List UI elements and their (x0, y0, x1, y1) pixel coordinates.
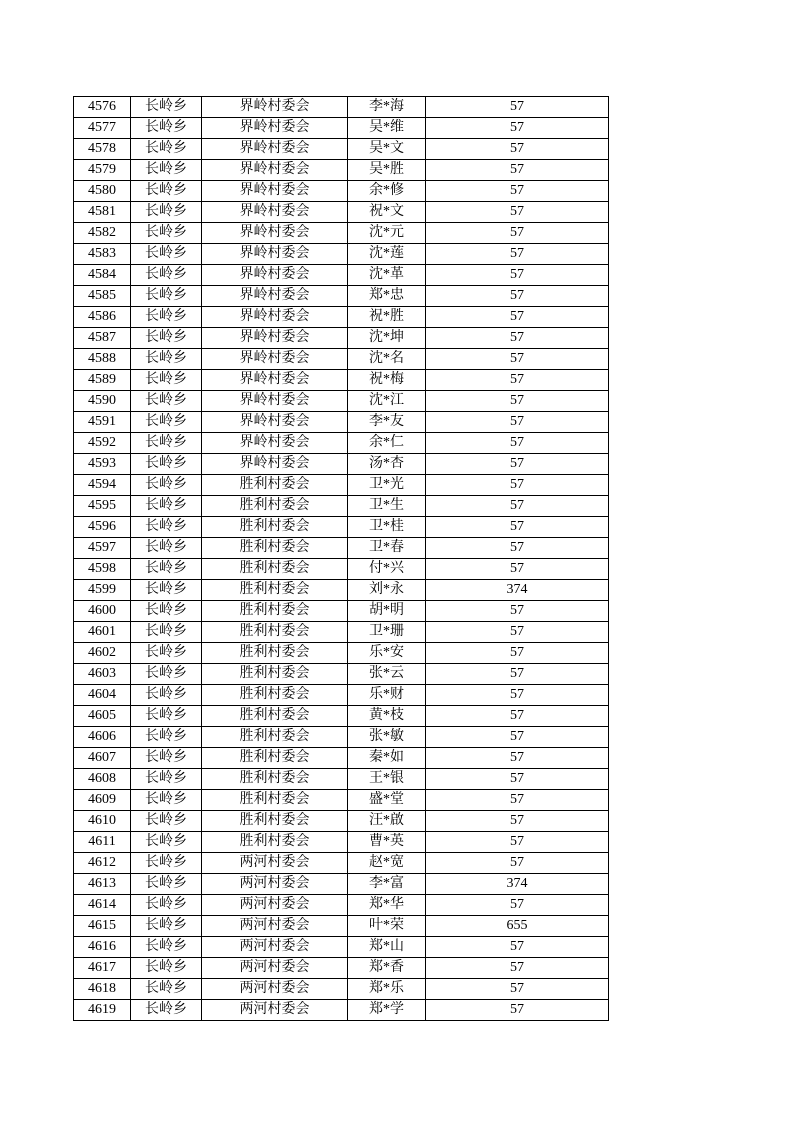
table-row (74, 286, 609, 307)
amount-cell: 57 (426, 454, 609, 475)
village-committee-cell: 界岭村委会 (202, 412, 348, 433)
amount-cell: 57 (426, 244, 609, 265)
table-row (74, 937, 609, 958)
town-cell: 长岭乡 (131, 643, 202, 664)
town-cell: 长岭乡 (131, 370, 202, 391)
person-name-cell: 沈*名 (348, 349, 426, 370)
table-row (74, 706, 609, 727)
town-cell: 长岭乡 (131, 454, 202, 475)
person-name-cell: 郑*忠 (348, 286, 426, 307)
row-number-cell: 4610 (74, 811, 131, 832)
row-number-cell: 4615 (74, 916, 131, 937)
row-number-cell: 4602 (74, 643, 131, 664)
village-committee-cell: 界岭村委会 (202, 139, 348, 160)
amount-cell: 57 (426, 286, 609, 307)
town-cell: 长岭乡 (131, 223, 202, 244)
amount-cell: 57 (426, 496, 609, 517)
person-name-cell: 卫*春 (348, 538, 426, 559)
village-committee-cell: 胜利村委会 (202, 790, 348, 811)
table-row (74, 349, 609, 370)
person-name-cell: 郑*山 (348, 937, 426, 958)
table-row (74, 181, 609, 202)
amount-cell: 57 (426, 958, 609, 979)
row-number-cell: 4580 (74, 181, 131, 202)
table-row (74, 202, 609, 223)
person-name-cell: 余*修 (348, 181, 426, 202)
row-number-cell: 4613 (74, 874, 131, 895)
amount-cell: 57 (426, 832, 609, 853)
town-cell: 长岭乡 (131, 307, 202, 328)
row-number-cell: 4600 (74, 601, 131, 622)
person-name-cell: 赵*宽 (348, 853, 426, 874)
town-cell: 长岭乡 (131, 727, 202, 748)
row-number-cell: 4583 (74, 244, 131, 265)
row-number-cell: 4616 (74, 937, 131, 958)
row-number-cell: 4612 (74, 853, 131, 874)
town-cell: 长岭乡 (131, 685, 202, 706)
table-row (74, 265, 609, 286)
town-cell: 长岭乡 (131, 832, 202, 853)
table-row (74, 853, 609, 874)
row-number-cell: 4581 (74, 202, 131, 223)
amount-cell: 57 (426, 538, 609, 559)
village-committee-cell: 胜利村委会 (202, 517, 348, 538)
row-number-cell: 4590 (74, 391, 131, 412)
town-cell: 长岭乡 (131, 748, 202, 769)
person-name-cell: 曹*英 (348, 832, 426, 853)
person-name-cell: 李*富 (348, 874, 426, 895)
amount-cell: 57 (426, 748, 609, 769)
amount-cell: 57 (426, 223, 609, 244)
person-name-cell: 沈*革 (348, 265, 426, 286)
person-name-cell: 余*仁 (348, 433, 426, 454)
village-committee-cell: 胜利村委会 (202, 559, 348, 580)
row-number-cell: 4601 (74, 622, 131, 643)
row-number-cell: 4618 (74, 979, 131, 1000)
table-row (74, 160, 609, 181)
person-name-cell: 李*友 (348, 412, 426, 433)
amount-cell: 57 (426, 412, 609, 433)
table-row (74, 475, 609, 496)
person-name-cell: 郑*香 (348, 958, 426, 979)
table-row (74, 496, 609, 517)
person-name-cell: 祝*文 (348, 202, 426, 223)
village-committee-cell: 界岭村委会 (202, 118, 348, 139)
person-name-cell: 张*云 (348, 664, 426, 685)
row-number-cell: 4589 (74, 370, 131, 391)
table-row (74, 328, 609, 349)
village-committee-cell: 两河村委会 (202, 853, 348, 874)
amount-cell: 57 (426, 1000, 609, 1021)
town-cell: 长岭乡 (131, 202, 202, 223)
person-name-cell: 乐*财 (348, 685, 426, 706)
table-row (74, 979, 609, 1000)
village-committee-cell: 界岭村委会 (202, 328, 348, 349)
person-name-cell: 沈*江 (348, 391, 426, 412)
amount-cell: 57 (426, 769, 609, 790)
row-number-cell: 4599 (74, 580, 131, 601)
village-committee-cell: 界岭村委会 (202, 454, 348, 475)
amount-cell: 57 (426, 307, 609, 328)
village-committee-cell: 界岭村委会 (202, 160, 348, 181)
village-committee-cell: 胜利村委会 (202, 580, 348, 601)
row-number-cell: 4598 (74, 559, 131, 580)
town-cell: 长岭乡 (131, 580, 202, 601)
row-number-cell: 4596 (74, 517, 131, 538)
village-committee-cell: 胜利村委会 (202, 538, 348, 559)
person-name-cell: 秦*如 (348, 748, 426, 769)
town-cell: 长岭乡 (131, 349, 202, 370)
table-row (74, 580, 609, 601)
amount-cell: 57 (426, 517, 609, 538)
amount-cell: 57 (426, 559, 609, 580)
town-cell: 长岭乡 (131, 979, 202, 1000)
amount-cell: 57 (426, 265, 609, 286)
table-row (74, 664, 609, 685)
town-cell: 长岭乡 (131, 538, 202, 559)
amount-cell: 57 (426, 118, 609, 139)
town-cell: 长岭乡 (131, 265, 202, 286)
row-number-cell: 4582 (74, 223, 131, 244)
village-committee-cell: 胜利村委会 (202, 685, 348, 706)
table-row (74, 601, 609, 622)
person-name-cell: 卫*桂 (348, 517, 426, 538)
table-row (74, 538, 609, 559)
town-cell: 长岭乡 (131, 139, 202, 160)
row-number-cell: 4609 (74, 790, 131, 811)
amount-cell: 57 (426, 727, 609, 748)
town-cell: 长岭乡 (131, 664, 202, 685)
person-name-cell: 盛*堂 (348, 790, 426, 811)
table-row (74, 517, 609, 538)
person-name-cell: 卫*生 (348, 496, 426, 517)
village-committee-cell: 界岭村委会 (202, 349, 348, 370)
village-committee-cell: 两河村委会 (202, 916, 348, 937)
village-committee-cell: 界岭村委会 (202, 265, 348, 286)
row-number-cell: 4614 (74, 895, 131, 916)
amount-cell: 57 (426, 433, 609, 454)
row-number-cell: 4593 (74, 454, 131, 475)
row-number-cell: 4586 (74, 307, 131, 328)
row-number-cell: 4577 (74, 118, 131, 139)
town-cell: 长岭乡 (131, 916, 202, 937)
amount-cell: 57 (426, 181, 609, 202)
person-name-cell: 郑*学 (348, 1000, 426, 1021)
town-cell: 长岭乡 (131, 559, 202, 580)
row-number-cell: 4597 (74, 538, 131, 559)
table-row (74, 454, 609, 475)
table-row (74, 97, 609, 118)
village-committee-cell: 胜利村委会 (202, 664, 348, 685)
table-row (74, 622, 609, 643)
village-committee-cell: 界岭村委会 (202, 370, 348, 391)
table-body (74, 97, 609, 1021)
amount-cell: 57 (426, 895, 609, 916)
row-number-cell: 4591 (74, 412, 131, 433)
table-row (74, 118, 609, 139)
table-row (74, 307, 609, 328)
person-name-cell: 郑*华 (348, 895, 426, 916)
person-name-cell: 卫*光 (348, 475, 426, 496)
town-cell: 长岭乡 (131, 790, 202, 811)
person-name-cell: 刘*永 (348, 580, 426, 601)
village-committee-cell: 界岭村委会 (202, 244, 348, 265)
person-name-cell: 吴*胜 (348, 160, 426, 181)
town-cell: 长岭乡 (131, 244, 202, 265)
town-cell: 长岭乡 (131, 811, 202, 832)
table-row (74, 895, 609, 916)
town-cell: 长岭乡 (131, 433, 202, 454)
table-row (74, 1000, 609, 1021)
row-number-cell: 4587 (74, 328, 131, 349)
person-name-cell: 吴*文 (348, 139, 426, 160)
town-cell: 长岭乡 (131, 1000, 202, 1021)
person-name-cell: 沈*元 (348, 223, 426, 244)
village-committee-cell: 胜利村委会 (202, 748, 348, 769)
village-committee-cell: 界岭村委会 (202, 391, 348, 412)
amount-cell: 57 (426, 706, 609, 727)
village-committee-cell: 两河村委会 (202, 874, 348, 895)
village-committee-cell: 界岭村委会 (202, 181, 348, 202)
data-table (73, 96, 609, 1021)
table-row (74, 685, 609, 706)
village-committee-cell: 胜利村委会 (202, 475, 348, 496)
table-row (74, 244, 609, 265)
table-row (74, 370, 609, 391)
town-cell: 长岭乡 (131, 622, 202, 643)
row-number-cell: 4607 (74, 748, 131, 769)
row-number-cell: 4588 (74, 349, 131, 370)
amount-cell: 57 (426, 685, 609, 706)
row-number-cell: 4603 (74, 664, 131, 685)
amount-cell: 57 (426, 370, 609, 391)
table-row (74, 790, 609, 811)
town-cell: 长岭乡 (131, 97, 202, 118)
town-cell: 长岭乡 (131, 706, 202, 727)
row-number-cell: 4595 (74, 496, 131, 517)
amount-cell: 57 (426, 202, 609, 223)
amount-cell: 57 (426, 97, 609, 118)
table-row (74, 727, 609, 748)
table-row (74, 433, 609, 454)
amount-cell: 57 (426, 349, 609, 370)
village-committee-cell: 胜利村委会 (202, 643, 348, 664)
amount-cell: 57 (426, 328, 609, 349)
amount-cell: 57 (426, 475, 609, 496)
town-cell: 长岭乡 (131, 286, 202, 307)
village-committee-cell: 胜利村委会 (202, 769, 348, 790)
town-cell: 长岭乡 (131, 475, 202, 496)
amount-cell: 57 (426, 391, 609, 412)
row-number-cell: 4585 (74, 286, 131, 307)
table-row (74, 811, 609, 832)
row-number-cell: 4592 (74, 433, 131, 454)
town-cell: 长岭乡 (131, 517, 202, 538)
amount-cell: 57 (426, 139, 609, 160)
row-number-cell: 4579 (74, 160, 131, 181)
row-number-cell: 4617 (74, 958, 131, 979)
row-number-cell: 4608 (74, 769, 131, 790)
row-number-cell: 4594 (74, 475, 131, 496)
person-name-cell: 沈*坤 (348, 328, 426, 349)
town-cell: 长岭乡 (131, 895, 202, 916)
table-row (74, 391, 609, 412)
row-number-cell: 4584 (74, 265, 131, 286)
town-cell: 长岭乡 (131, 118, 202, 139)
town-cell: 长岭乡 (131, 958, 202, 979)
village-committee-cell: 胜利村委会 (202, 622, 348, 643)
table-row (74, 874, 609, 895)
person-name-cell: 吴*维 (348, 118, 426, 139)
amount-cell: 655 (426, 916, 609, 937)
table-row (74, 748, 609, 769)
row-number-cell: 4578 (74, 139, 131, 160)
person-name-cell: 郑*乐 (348, 979, 426, 1000)
town-cell: 长岭乡 (131, 328, 202, 349)
person-name-cell: 祝*梅 (348, 370, 426, 391)
table-row (74, 832, 609, 853)
table-row (74, 412, 609, 433)
town-cell: 长岭乡 (131, 601, 202, 622)
person-name-cell: 叶*荣 (348, 916, 426, 937)
village-committee-cell: 两河村委会 (202, 979, 348, 1000)
row-number-cell: 4606 (74, 727, 131, 748)
amount-cell: 374 (426, 580, 609, 601)
row-number-cell: 4576 (74, 97, 131, 118)
table-row (74, 916, 609, 937)
table-row (74, 769, 609, 790)
village-committee-cell: 界岭村委会 (202, 202, 348, 223)
village-committee-cell: 两河村委会 (202, 937, 348, 958)
town-cell: 长岭乡 (131, 874, 202, 895)
person-name-cell: 张*敏 (348, 727, 426, 748)
person-name-cell: 付*兴 (348, 559, 426, 580)
person-name-cell: 乐*安 (348, 643, 426, 664)
amount-cell: 57 (426, 664, 609, 685)
town-cell: 长岭乡 (131, 937, 202, 958)
village-committee-cell: 胜利村委会 (202, 811, 348, 832)
village-committee-cell: 胜利村委会 (202, 601, 348, 622)
person-name-cell: 黄*枝 (348, 706, 426, 727)
person-name-cell: 沈*莲 (348, 244, 426, 265)
village-committee-cell: 界岭村委会 (202, 307, 348, 328)
town-cell: 长岭乡 (131, 769, 202, 790)
village-committee-cell: 两河村委会 (202, 958, 348, 979)
person-name-cell: 胡*明 (348, 601, 426, 622)
town-cell: 长岭乡 (131, 160, 202, 181)
amount-cell: 374 (426, 874, 609, 895)
amount-cell: 57 (426, 160, 609, 181)
village-committee-cell: 两河村委会 (202, 1000, 348, 1021)
person-name-cell: 王*银 (348, 769, 426, 790)
village-committee-cell: 胜利村委会 (202, 706, 348, 727)
village-committee-cell: 界岭村委会 (202, 97, 348, 118)
person-name-cell: 汤*杏 (348, 454, 426, 475)
amount-cell: 57 (426, 937, 609, 958)
village-committee-cell: 界岭村委会 (202, 433, 348, 454)
village-committee-cell: 界岭村委会 (202, 286, 348, 307)
row-number-cell: 4604 (74, 685, 131, 706)
person-name-cell: 李*海 (348, 97, 426, 118)
village-committee-cell: 两河村委会 (202, 895, 348, 916)
village-committee-cell: 界岭村委会 (202, 223, 348, 244)
amount-cell: 57 (426, 811, 609, 832)
table-row (74, 559, 609, 580)
person-name-cell: 卫*珊 (348, 622, 426, 643)
village-committee-cell: 胜利村委会 (202, 832, 348, 853)
amount-cell: 57 (426, 853, 609, 874)
person-name-cell: 祝*胜 (348, 307, 426, 328)
amount-cell: 57 (426, 643, 609, 664)
table-row (74, 643, 609, 664)
town-cell: 长岭乡 (131, 181, 202, 202)
table-row (74, 958, 609, 979)
person-name-cell: 汪*啟 (348, 811, 426, 832)
row-number-cell: 4611 (74, 832, 131, 853)
row-number-cell: 4619 (74, 1000, 131, 1021)
town-cell: 长岭乡 (131, 853, 202, 874)
amount-cell: 57 (426, 979, 609, 1000)
town-cell: 长岭乡 (131, 391, 202, 412)
table-row (74, 139, 609, 160)
village-committee-cell: 胜利村委会 (202, 727, 348, 748)
amount-cell: 57 (426, 601, 609, 622)
table-row (74, 223, 609, 244)
amount-cell: 57 (426, 622, 609, 643)
row-number-cell: 4605 (74, 706, 131, 727)
town-cell: 长岭乡 (131, 496, 202, 517)
village-committee-cell: 胜利村委会 (202, 496, 348, 517)
amount-cell: 57 (426, 790, 609, 811)
town-cell: 长岭乡 (131, 412, 202, 433)
